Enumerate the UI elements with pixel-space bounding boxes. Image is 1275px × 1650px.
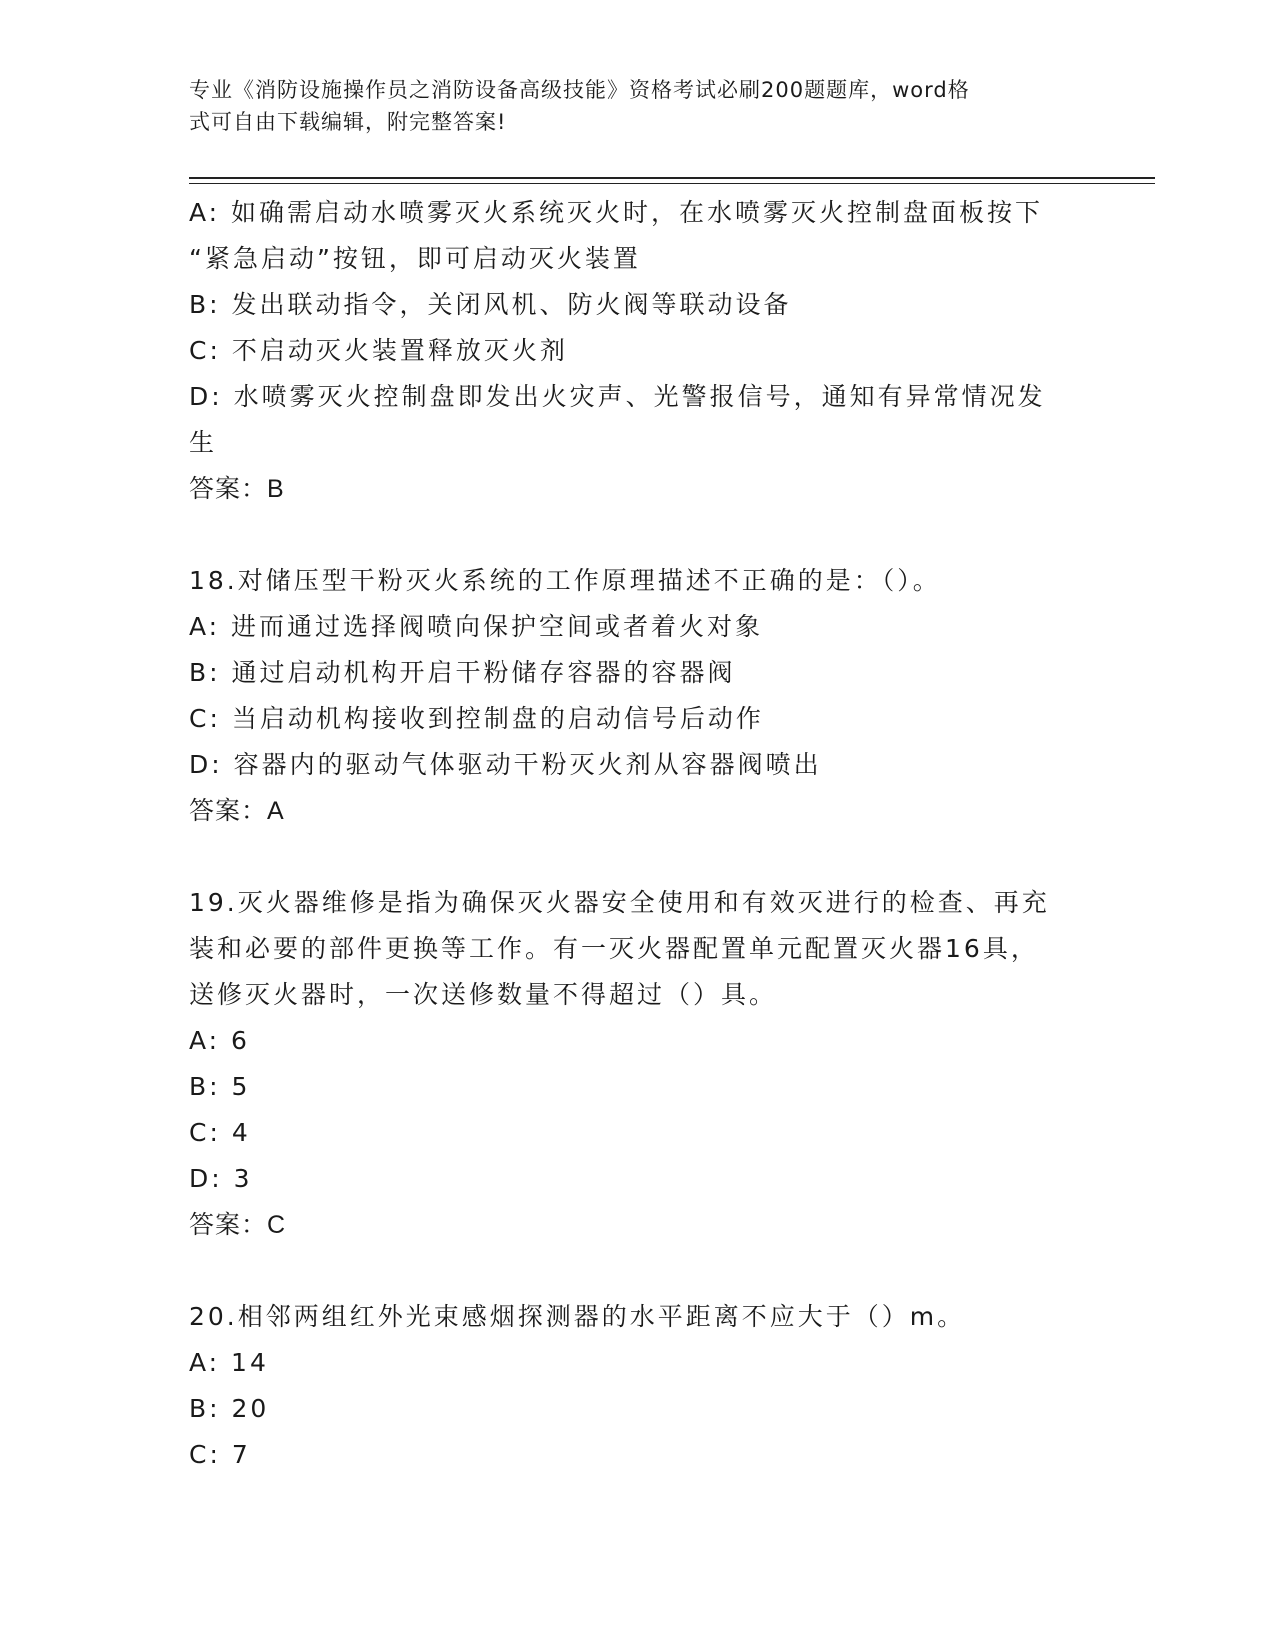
- option-a: A: 14: [189, 1348, 269, 1377]
- option-d-continued: 生: [189, 428, 218, 457]
- header-line-2: 式可自由下载编辑，附完整答案!: [189, 110, 507, 134]
- header-divider-thick: [189, 177, 1155, 179]
- question-list: [189, 190, 1089, 1478]
- option-c: C: 当启动机构接收到控制盘的启动信号后动作: [189, 704, 764, 733]
- option-d: D: 容器内的驱动气体驱动干粉灭火剂从容器阀喷出: [189, 750, 822, 779]
- header-line-1: 专业《消防设施操作员之消防设备高级技能》资格考试必刷200题题库，word格: [189, 78, 970, 102]
- option-b: B: 发出联动指令，关闭风机、防火阀等联动设备: [189, 290, 792, 319]
- answer-label: 答案：A: [189, 797, 285, 825]
- answer-label: 答案：C: [189, 1211, 287, 1239]
- question-text: 18.对储压型干粉灭火系统的工作原理描述不正确的是：（）。: [189, 566, 941, 595]
- question-17: [189, 190, 1089, 512]
- option-c: C: 不启动灭火装置释放灭火剂: [189, 336, 568, 365]
- question-text: 19.灭火器维修是指为确保灭火器安全使用和有效灭进行的检查、再充: [189, 888, 1050, 917]
- option-b: B: 通过启动机构开启干粉储存容器的容器阀: [189, 658, 736, 687]
- option-b: B: 20: [189, 1394, 270, 1423]
- spacer: [189, 512, 1089, 558]
- header-divider-thin: [189, 183, 1155, 184]
- option-a: A: 6: [189, 1026, 250, 1055]
- question-18: [189, 558, 1089, 834]
- option-a-continued: “紧急启动”按钮，即可启动灭火装置: [189, 244, 641, 273]
- answer-label: 答案：B: [189, 475, 285, 503]
- option-b: B: 5: [189, 1072, 251, 1101]
- option-c: C: 7: [189, 1440, 251, 1469]
- question-19: [189, 880, 1089, 1248]
- spacer: [189, 1248, 1089, 1294]
- question-20: [189, 1294, 1089, 1478]
- option-a: A: 进而通过选择阀喷向保护空间或者着火对象: [189, 612, 764, 641]
- question-text: 20.相邻两组红外光束感烟探测器的水平距离不应大于（）m。: [189, 1302, 966, 1331]
- option-a: A: 如确需启动水喷雾灭火系统灭火时，在水喷雾灭火控制盘面板按下: [189, 198, 1044, 227]
- question-text-continued: 装和必要的部件更换等工作。有一灭火器配置单元配置灭火器16具，: [189, 934, 1039, 963]
- option-d: D: 水喷雾灭火控制盘即发出火灾声、光警报信号，通知有异常情况发: [189, 382, 1046, 411]
- document-header: [189, 74, 1089, 138]
- option-c: C: 4: [189, 1118, 251, 1147]
- spacer: [189, 834, 1089, 880]
- question-text-continued: 送修灭火器时，一次送修数量不得超过（）具。: [189, 980, 778, 1009]
- option-d: D: 3: [189, 1164, 253, 1193]
